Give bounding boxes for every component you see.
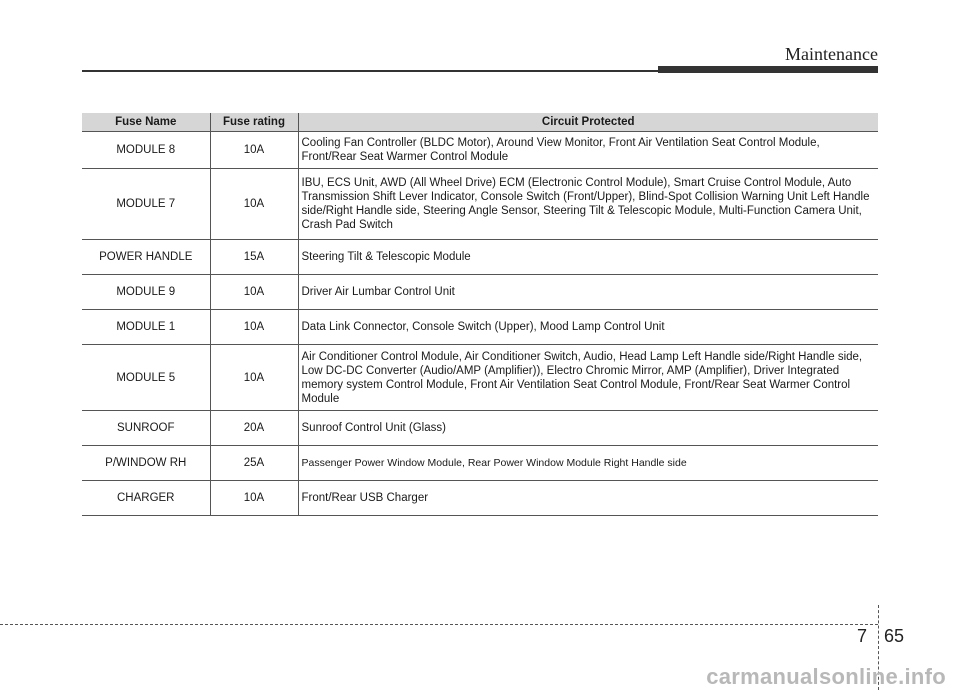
chapter-number: 7 — [857, 626, 868, 646]
fuse-rating-cell: 20A — [210, 411, 298, 446]
table-row — [82, 275, 878, 310]
circuit-cell: Air Conditioner Control Module, Air Conditioner Switch, Audio, Head Lamp Left Handle side/Right Handle side, Low DC-DC Converter (Audio/AMP (Amplifier)), Electro Chromic Mirror, AMP (Amplifier), Driver Integrated memory system Control Module, Front Air Ventilation Seat Control Module, Front/Rear Seat Warmer Control Module — [298, 345, 878, 411]
table-row — [82, 310, 878, 345]
fuse-name-cell: SUNROOF — [82, 411, 210, 446]
circuit-cell: Steering Tilt & Telescopic Module — [298, 240, 878, 275]
footer-dashed-rule — [0, 624, 878, 625]
fuse-name-cell: MODULE 5 — [82, 345, 210, 411]
column-header-fuse-rating: Fuse rating — [210, 113, 298, 132]
fuse-rating-cell: 10A — [210, 481, 298, 516]
fuse-rating-cell: 25A — [210, 446, 298, 481]
column-header-fuse-name: Fuse Name — [82, 113, 210, 132]
circuit-cell: Cooling Fan Controller (BLDC Motor), Around View Monitor, Front Air Ventilation Seat Control Module, Front/Rear Seat Warmer Control Module — [298, 132, 878, 169]
header-rule — [82, 70, 662, 72]
table-header-row — [82, 113, 878, 132]
fuse-name-cell: CHARGER — [82, 481, 210, 516]
watermark: carmanualsonline.info — [706, 664, 946, 689]
circuit-cell: Data Link Connector, Console Switch (Upper), Mood Lamp Control Unit — [298, 310, 878, 345]
table-row — [82, 411, 878, 446]
header-rule-tab — [658, 66, 878, 73]
fuse-name-cell: P/WINDOW RH — [82, 446, 210, 481]
table-row — [82, 132, 878, 169]
fuse-name-cell: POWER HANDLE — [82, 240, 210, 275]
table-row — [82, 169, 878, 240]
fuse-rating-cell: 15A — [210, 240, 298, 275]
fuse-rating-cell: 10A — [210, 132, 298, 169]
column-header-circuit-protected: Circuit Protected — [298, 113, 878, 132]
fuse-rating-cell: 10A — [210, 345, 298, 411]
table-row — [82, 345, 878, 411]
fuse-rating-cell: 10A — [210, 275, 298, 310]
table-row — [82, 446, 878, 481]
circuit-cell: Front/Rear USB Charger — [298, 481, 878, 516]
fuse-rating-cell: 10A — [210, 310, 298, 345]
section-title: Maintenance — [785, 44, 878, 64]
fuse-name-cell: MODULE 8 — [82, 132, 210, 169]
table-row — [82, 240, 878, 275]
fuse-name-cell: MODULE 1 — [82, 310, 210, 345]
fuse-name-cell: MODULE 9 — [82, 275, 210, 310]
page-number: 65 — [884, 626, 905, 646]
fuse-name-cell: MODULE 7 — [82, 169, 210, 240]
circuit-cell: Sunroof Control Unit (Glass) — [298, 411, 878, 446]
circuit-cell: Passenger Power Window Module, Rear Power Window Module Right Handle side — [298, 446, 878, 481]
fuse-rating-cell: 10A — [210, 169, 298, 240]
circuit-cell: IBU, ECS Unit, AWD (All Wheel Drive) ECM (Electronic Control Module), Smart Cruise Control Module, Auto Transmission Shift Lever Indicator, Console Switch (Front/Upper), Blind-Spot Collision Warning Unit Left Handle side/Right Handle side, Steering Angle Sensor, Steering Tilt & Telescopic Module, Multi-Function Camera Unit, Crash Pad Switch — [298, 169, 878, 240]
circuit-cell: Driver Air Lumbar Control Unit — [298, 275, 878, 310]
table-row — [82, 481, 878, 516]
fuse-table — [82, 113, 878, 516]
